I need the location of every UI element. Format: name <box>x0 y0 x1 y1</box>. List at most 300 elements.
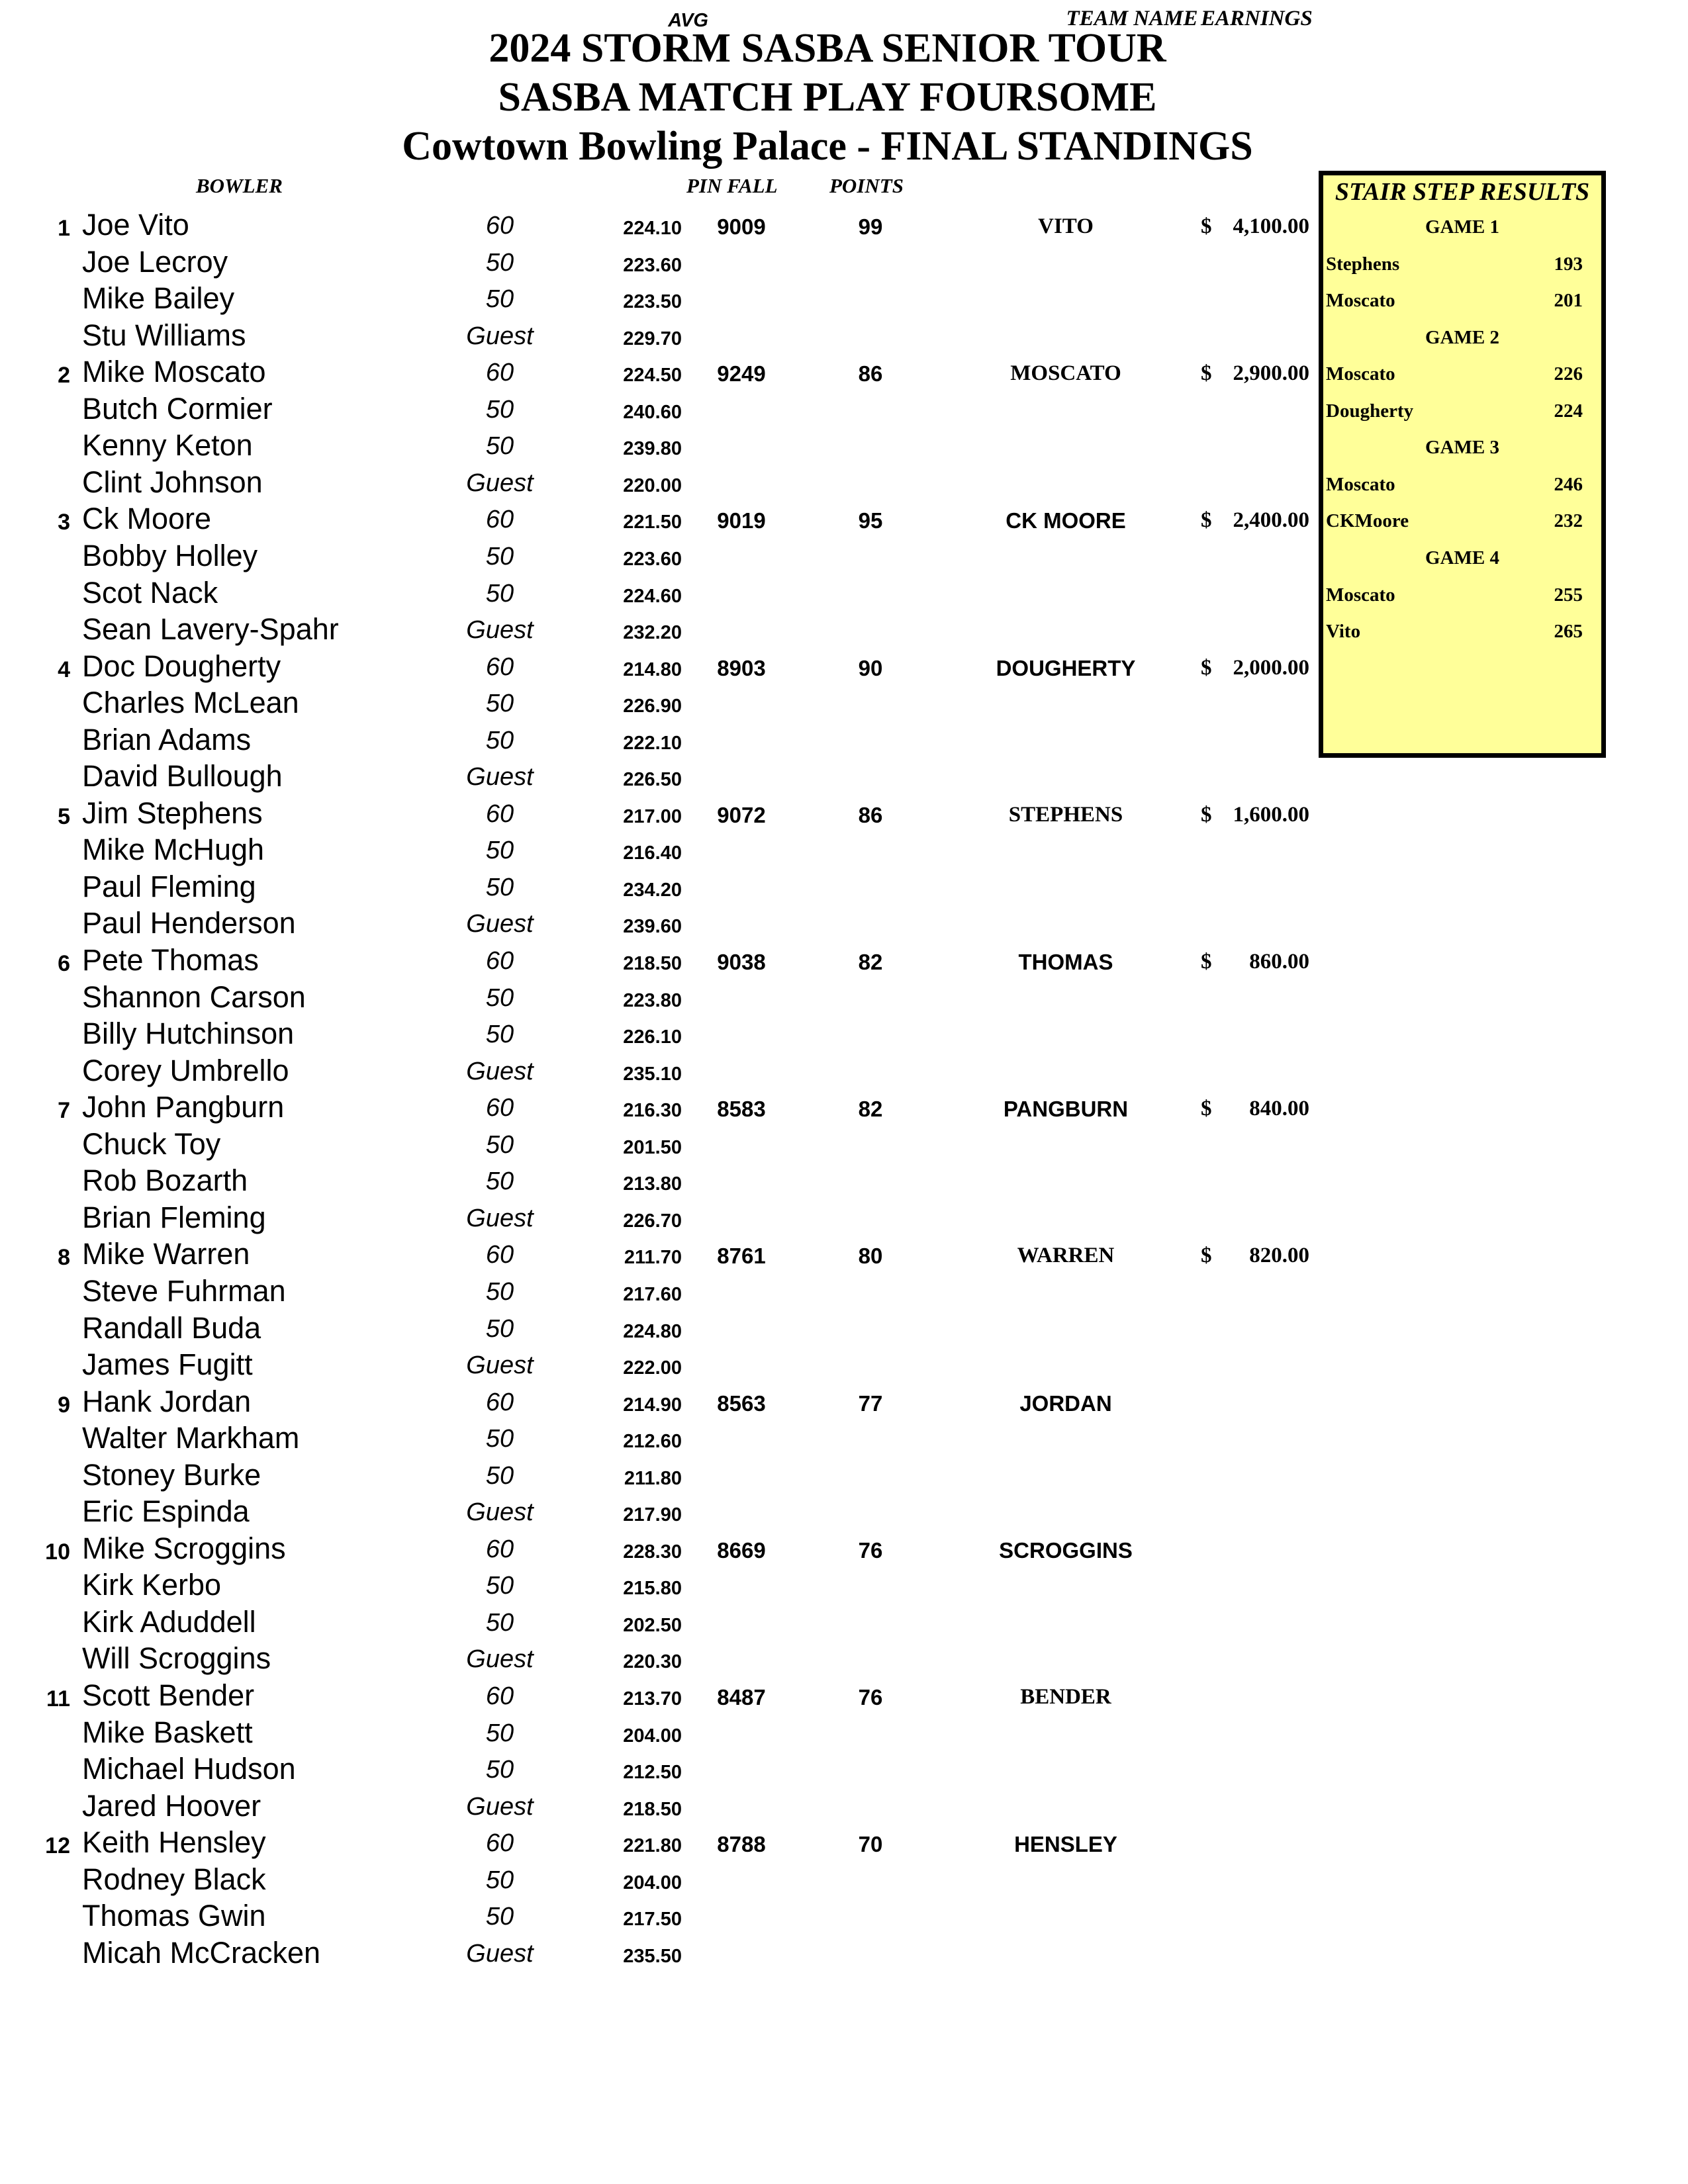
bowler-handicap: Guest <box>466 910 534 938</box>
stair-team: Stephens <box>1326 253 1400 275</box>
stair-team: Moscato <box>1326 474 1395 495</box>
header-avg: AVG <box>668 10 708 31</box>
bowler-name: Scot Nack <box>82 576 218 610</box>
table-row <box>0 1385 1317 1422</box>
table-row <box>0 1936 1317 1973</box>
team-points: 77 <box>858 1391 883 1416</box>
team-points: 86 <box>858 361 883 386</box>
bowler-handicap: Guest <box>466 616 534 644</box>
bowler-handicap: Guest <box>466 469 534 497</box>
bowler-name: John Pangburn <box>82 1090 285 1124</box>
bowler-handicap: 60 <box>485 1388 514 1416</box>
table-row <box>0 1641 1317 1678</box>
team-pin-fall: 8903 <box>717 656 766 680</box>
currency-symbol: $ <box>1201 214 1212 238</box>
stair-team: Moscato <box>1326 363 1395 385</box>
table-row <box>0 355 1317 392</box>
team-rank: 11 <box>46 1686 70 1711</box>
bowler-average: 226.90 <box>623 696 682 717</box>
bowler-handicap: 50 <box>485 1315 514 1343</box>
bowler-name: Rodney Black <box>82 1862 266 1896</box>
stair-result-row <box>1323 392 1601 430</box>
bowler-handicap: Guest <box>466 1940 534 1968</box>
bowler-name: Scott Bender <box>82 1678 255 1712</box>
team-name: CK MOORE <box>1006 508 1126 533</box>
bowler-handicap: 50 <box>485 543 514 570</box>
stair-result-row <box>1323 613 1601 650</box>
bowler-handicap: 50 <box>485 249 514 277</box>
team-pin-fall: 8669 <box>717 1538 766 1563</box>
team-rank: 1 <box>58 216 70 241</box>
bowler-average: 226.10 <box>623 1026 682 1048</box>
bowler-name: Jim Stephens <box>82 796 263 830</box>
bowler-handicap: 60 <box>485 1241 514 1269</box>
team-name: SCROGGINS <box>999 1538 1133 1563</box>
bowler-average: 222.10 <box>623 733 682 754</box>
bowler-handicap: 50 <box>485 580 514 608</box>
stair-result-row <box>1323 576 1601 614</box>
bowler-handicap: 50 <box>485 690 514 717</box>
bowler-name: Shannon Carson <box>82 980 306 1014</box>
team-name: HENSLEY <box>1014 1832 1117 1856</box>
bowler-handicap: 50 <box>485 727 514 754</box>
bowler-average: 216.40 <box>623 842 682 864</box>
bowler-handicap: 50 <box>485 396 514 424</box>
earnings-amount: 2,000.00 <box>1233 656 1309 680</box>
table-row <box>0 1054 1317 1091</box>
table-row <box>0 1494 1317 1531</box>
bowler-handicap: Guest <box>466 1645 534 1673</box>
currency-symbol: $ <box>1201 656 1212 680</box>
table-row <box>0 1237 1317 1274</box>
bowler-average: 202.50 <box>623 1615 682 1636</box>
bowler-name: Michael Hudson <box>82 1752 296 1786</box>
team-rank: 8 <box>58 1245 70 1270</box>
bowler-name: James Fugitt <box>82 1347 253 1381</box>
table-row <box>0 465 1317 502</box>
bowler-handicap: 60 <box>485 947 514 975</box>
table-row <box>0 318 1317 355</box>
bowler-handicap: Guest <box>466 1058 534 1085</box>
bowler-average: 240.60 <box>623 402 682 423</box>
stair-game-label: GAME 4 <box>1425 547 1499 569</box>
bowler-name: Sean Lavery-Spahr <box>82 612 339 646</box>
bowler-average: 217.90 <box>623 1504 682 1525</box>
bowler-name: Walter Markham <box>82 1421 300 1455</box>
table-row <box>0 1531 1317 1569</box>
table-row <box>0 723 1317 760</box>
stair-score: 265 <box>1554 621 1583 642</box>
bowler-name: David Bullough <box>82 759 283 793</box>
title-line-3: Cowtown Bowling Palace - FINAL STANDINGS <box>402 124 1253 169</box>
bowler-name: Paul Henderson <box>82 906 296 940</box>
stair-step-title: STAIR STEP RESULTS <box>1335 178 1590 206</box>
team-points: 86 <box>858 803 883 827</box>
title-line-1: 2024 STORM SASBA SENIOR TOUR <box>489 26 1166 71</box>
currency-symbol: $ <box>1201 508 1212 532</box>
bowler-name: Joe Vito <box>82 208 189 242</box>
bowler-name: Charles McLean <box>82 686 299 719</box>
bowler-handicap: 50 <box>485 1462 514 1490</box>
table-row <box>0 1127 1317 1164</box>
stair-result-row <box>1323 355 1601 392</box>
bowler-name: Hank Jordan <box>82 1385 252 1418</box>
bowler-name: Doc Dougherty <box>82 649 281 683</box>
bowler-average: 224.50 <box>623 365 682 386</box>
team-points: 70 <box>858 1832 883 1856</box>
bowler-handicap: 60 <box>485 1682 514 1710</box>
bowler-handicap: 50 <box>485 984 514 1012</box>
stair-team: CKMoore <box>1326 510 1409 531</box>
table-row <box>0 1825 1317 1862</box>
stair-game-label: GAME 2 <box>1425 327 1499 348</box>
team-rank: 6 <box>58 951 70 976</box>
stair-team: Moscato <box>1326 290 1395 311</box>
bowler-name: Mike Baskett <box>82 1715 253 1749</box>
bowler-handicap: 50 <box>485 1756 514 1784</box>
bowler-name: Pete Thomas <box>82 943 259 977</box>
currency-symbol: $ <box>1201 1244 1212 1267</box>
team-rank: 5 <box>58 804 70 829</box>
bowler-average: 215.80 <box>623 1578 682 1599</box>
table-row <box>0 1274 1317 1311</box>
bowler-average: 235.10 <box>623 1064 682 1085</box>
bowler-handicap: 50 <box>485 1572 514 1600</box>
bowler-handicap: 50 <box>485 1021 514 1048</box>
table-row <box>0 576 1317 613</box>
stair-game-header <box>1323 208 1601 246</box>
bowler-average: 212.50 <box>623 1762 682 1783</box>
bowler-handicap: 60 <box>485 212 514 240</box>
table-row <box>0 502 1317 539</box>
bowler-name: Brian Adams <box>82 723 252 756</box>
table-row <box>0 1347 1317 1385</box>
bowler-average: 213.70 <box>623 1688 682 1709</box>
header-pin-fall: PIN FALL <box>686 174 778 197</box>
table-row <box>0 833 1317 870</box>
team-name: BENDER <box>1020 1685 1111 1709</box>
bowler-handicap: 60 <box>485 1094 514 1122</box>
table-row <box>0 612 1317 649</box>
bowler-average: 228.30 <box>623 1541 682 1563</box>
team-rank: 12 <box>45 1833 70 1858</box>
team-points: 90 <box>858 656 883 680</box>
table-row <box>0 1163 1317 1201</box>
team-rank: 9 <box>58 1392 70 1418</box>
team-points: 82 <box>858 1097 883 1121</box>
bowler-average: 214.90 <box>623 1394 682 1416</box>
header-earnings: EARNINGS <box>1201 7 1313 30</box>
bowler-handicap: Guest <box>466 1498 534 1526</box>
table-row <box>0 980 1317 1017</box>
bowler-name: Keith Hensley <box>82 1825 266 1859</box>
team-points: 76 <box>858 1685 883 1709</box>
bowler-name: Mike Scroggins <box>82 1531 286 1565</box>
bowler-handicap: 50 <box>485 1425 514 1453</box>
report-title <box>0 24 1688 171</box>
bowler-average: 217.00 <box>623 806 682 827</box>
team-name: MOSCATO <box>1010 361 1121 385</box>
bowler-average: 235.50 <box>623 1946 682 1967</box>
bowler-handicap: 50 <box>485 1866 514 1894</box>
stair-game-header <box>1323 319 1601 356</box>
bowler-average: 217.60 <box>623 1284 682 1305</box>
bowler-handicap: 60 <box>485 359 514 387</box>
stair-score: 201 <box>1554 290 1583 311</box>
bowler-name: Micah McCracken <box>82 1936 321 1970</box>
stair-score: 246 <box>1554 474 1583 495</box>
stair-game-header <box>1323 429 1601 466</box>
stair-step-panel <box>1319 171 1606 758</box>
table-row <box>0 392 1317 429</box>
header-team-name: TEAM NAME <box>1066 7 1198 30</box>
table-row <box>0 281 1317 318</box>
stair-game-label: GAME 1 <box>1425 216 1499 238</box>
bowler-name: Bobby Holley <box>82 539 258 572</box>
bowler-handicap: 60 <box>485 1535 514 1563</box>
bowler-handicap: 50 <box>485 837 514 864</box>
earnings-amount: 2,400.00 <box>1233 508 1309 532</box>
team-pin-fall: 9072 <box>717 803 766 827</box>
team-name: PANGBURN <box>1003 1097 1129 1121</box>
table-row <box>0 1789 1317 1826</box>
stair-game-header <box>1323 539 1601 576</box>
bowler-average: 217.50 <box>623 1909 682 1930</box>
bowler-name: Corey Umbrello <box>82 1054 289 1087</box>
team-pin-fall: 8788 <box>717 1832 766 1856</box>
bowler-handicap: 60 <box>485 1829 514 1857</box>
bowler-name: Mike Bailey <box>82 281 235 315</box>
team-name: JORDAN <box>1019 1391 1112 1416</box>
team-pin-fall: 9019 <box>717 508 766 533</box>
bowler-handicap: 50 <box>485 285 514 313</box>
bowler-average: 226.70 <box>623 1210 682 1232</box>
currency-symbol: $ <box>1201 803 1212 827</box>
bowler-average: 226.50 <box>623 769 682 790</box>
team-name: WARREN <box>1017 1244 1115 1267</box>
bowler-name: Mike McHugh <box>82 833 265 866</box>
bowler-average: 211.80 <box>624 1468 682 1489</box>
table-row <box>0 1678 1317 1715</box>
bowler-average: 223.50 <box>623 291 682 312</box>
stair-team: Vito <box>1326 621 1361 642</box>
bowler-handicap: 50 <box>485 1903 514 1931</box>
team-rank: 2 <box>58 363 70 388</box>
stair-score: 232 <box>1554 510 1583 531</box>
bowler-average: 234.20 <box>623 880 682 901</box>
bowler-average: 204.00 <box>623 1872 682 1893</box>
earnings-amount: 860.00 <box>1249 950 1309 974</box>
team-pin-fall: 8583 <box>717 1097 766 1121</box>
bowler-name: Thomas Gwin <box>82 1899 266 1933</box>
table-row <box>0 539 1317 576</box>
currency-symbol: $ <box>1201 950 1212 974</box>
bowler-name: Clint Johnson <box>82 465 263 499</box>
table-row <box>0 649 1317 686</box>
stair-result-row <box>1323 466 1601 503</box>
team-points: 99 <box>858 214 883 239</box>
bowler-name: Brian Fleming <box>82 1201 266 1234</box>
table-row <box>0 208 1317 245</box>
bowler-handicap: Guest <box>466 1793 534 1821</box>
earnings-amount: 4,100.00 <box>1233 214 1309 238</box>
earnings-amount: 820.00 <box>1249 1244 1309 1267</box>
bowler-name: Kenny Keton <box>82 428 253 462</box>
table-row <box>0 1090 1317 1127</box>
bowler-handicap: 50 <box>485 1167 514 1195</box>
bowler-handicap: 60 <box>485 653 514 681</box>
stair-score: 226 <box>1554 363 1583 385</box>
bowler-average: 232.20 <box>623 622 682 643</box>
team-rank: 10 <box>45 1539 70 1565</box>
bowler-average: 229.70 <box>623 328 682 349</box>
bowler-average: 220.00 <box>623 475 682 496</box>
bowler-name: Paul Fleming <box>82 870 256 903</box>
team-pin-fall: 9038 <box>717 950 766 974</box>
title-line-2: SASBA MATCH PLAY FOURSOME <box>498 75 1157 120</box>
stair-team: Moscato <box>1326 584 1395 606</box>
bowler-average: 218.50 <box>623 1799 682 1820</box>
bowler-name: Kirk Kerbo <box>82 1568 222 1602</box>
team-points: 95 <box>858 508 883 533</box>
earnings-amount: 2,900.00 <box>1233 361 1309 385</box>
table-row <box>0 943 1317 980</box>
bowler-name: Rob Bozarth <box>82 1163 248 1197</box>
bowler-handicap: 50 <box>485 1609 514 1637</box>
bowler-average: 212.60 <box>623 1431 682 1452</box>
table-row <box>0 1458 1317 1495</box>
table-row <box>0 1568 1317 1605</box>
table-row <box>0 796 1317 833</box>
bowler-average: 222.00 <box>623 1357 682 1379</box>
team-name: DOUGHERTY <box>996 656 1136 680</box>
stair-score: 193 <box>1554 253 1583 275</box>
earnings-amount: 1,600.00 <box>1233 803 1309 827</box>
stair-result-row <box>1323 246 1601 283</box>
table-row <box>0 1715 1317 1752</box>
bowler-average: 213.80 <box>623 1173 682 1195</box>
bowler-handicap: Guest <box>466 763 534 791</box>
bowler-average: 204.00 <box>623 1725 682 1747</box>
table-row <box>0 1605 1317 1642</box>
team-pin-fall: 9249 <box>717 361 766 386</box>
table-row <box>0 1862 1317 1899</box>
bowler-name: Randall Buda <box>82 1311 261 1345</box>
team-name: STEPHENS <box>1008 803 1123 827</box>
bowler-name: Jared Hoover <box>82 1789 261 1823</box>
table-row <box>0 1017 1317 1054</box>
table-row <box>0 906 1317 943</box>
bowler-average: 218.50 <box>623 953 682 974</box>
bowler-handicap: 60 <box>485 800 514 828</box>
bowler-average: 221.80 <box>623 1835 682 1856</box>
table-row <box>0 686 1317 723</box>
team-rank: 4 <box>58 657 70 682</box>
team-points: 82 <box>858 950 883 974</box>
bowler-name: Eric Espinda <box>82 1494 250 1528</box>
team-pin-fall: 8487 <box>717 1685 766 1709</box>
bowler-average: 239.60 <box>623 916 682 937</box>
header-points: POINTS <box>829 174 904 197</box>
bowler-handicap: 50 <box>485 1719 514 1747</box>
team-pin-fall: 8761 <box>717 1244 766 1268</box>
bowler-handicap: 50 <box>485 432 514 460</box>
team-points: 76 <box>858 1538 883 1563</box>
table-row <box>0 1899 1317 1936</box>
header-bowler: BOWLER <box>196 174 283 197</box>
bowler-handicap: 50 <box>485 1278 514 1306</box>
table-row <box>0 245 1317 282</box>
stair-team: Dougherty <box>1326 400 1414 422</box>
currency-symbol: $ <box>1201 361 1212 385</box>
team-rank: 3 <box>58 510 70 535</box>
bowler-average: 224.60 <box>623 586 682 607</box>
bowler-average: 221.50 <box>623 512 682 533</box>
bowler-average: 216.30 <box>623 1100 682 1121</box>
stair-result-row <box>1323 282 1601 319</box>
bowler-name: Mike Moscato <box>82 355 266 388</box>
bowler-average: 223.80 <box>623 990 682 1011</box>
team-name: THOMAS <box>1018 950 1113 974</box>
bowler-average: 223.60 <box>623 255 682 276</box>
bowler-name: Joe Lecroy <box>82 245 228 279</box>
currency-symbol: $ <box>1201 1097 1212 1120</box>
team-pin-fall: 9009 <box>717 214 766 239</box>
team-name: VITO <box>1038 214 1094 238</box>
bowler-average: 214.80 <box>623 659 682 680</box>
bowler-name: Butch Cormier <box>82 392 273 426</box>
earnings-amount: 840.00 <box>1249 1097 1309 1120</box>
bowler-handicap: 50 <box>485 1131 514 1159</box>
stair-score: 224 <box>1554 400 1583 422</box>
bowler-average: 223.60 <box>623 549 682 570</box>
table-row <box>0 1752 1317 1789</box>
team-pin-fall: 8563 <box>717 1391 766 1416</box>
bowler-handicap: 50 <box>485 874 514 901</box>
bowler-name: Mike Warren <box>82 1237 250 1271</box>
team-points: 80 <box>858 1244 883 1268</box>
bowler-handicap: 60 <box>485 506 514 533</box>
table-row <box>0 870 1317 907</box>
stair-result-row <box>1323 502 1601 539</box>
bowler-average: 224.80 <box>623 1321 682 1342</box>
table-row <box>0 428 1317 465</box>
bowler-average: 239.80 <box>623 438 682 459</box>
bowler-name: Will Scroggins <box>82 1641 271 1675</box>
table-row <box>0 1421 1317 1458</box>
bowler-average: 211.70 <box>624 1247 682 1268</box>
stair-score: 255 <box>1554 584 1583 606</box>
table-row <box>0 1311 1317 1348</box>
bowler-name: Chuck Toy <box>82 1127 221 1161</box>
bowler-handicap: Guest <box>466 322 534 350</box>
bowler-name: Kirk Aduddell <box>82 1605 256 1639</box>
bowler-name: Billy Hutchinson <box>82 1017 295 1050</box>
bowler-name: Stoney Burke <box>82 1458 261 1492</box>
bowler-name: Steve Fuhrman <box>82 1274 286 1308</box>
bowler-handicap: Guest <box>466 1351 534 1379</box>
bowler-average: 201.50 <box>623 1137 682 1158</box>
bowler-average: 220.30 <box>623 1651 682 1672</box>
table-row <box>0 1201 1317 1238</box>
table-row <box>0 759 1317 796</box>
stair-game-label: GAME 3 <box>1425 437 1499 458</box>
bowler-name: Ck Moore <box>82 502 212 535</box>
bowler-average: 224.10 <box>623 218 682 239</box>
bowler-handicap: Guest <box>466 1205 534 1232</box>
team-rank: 7 <box>58 1098 70 1123</box>
bowler-name: Stu Williams <box>82 318 246 352</box>
